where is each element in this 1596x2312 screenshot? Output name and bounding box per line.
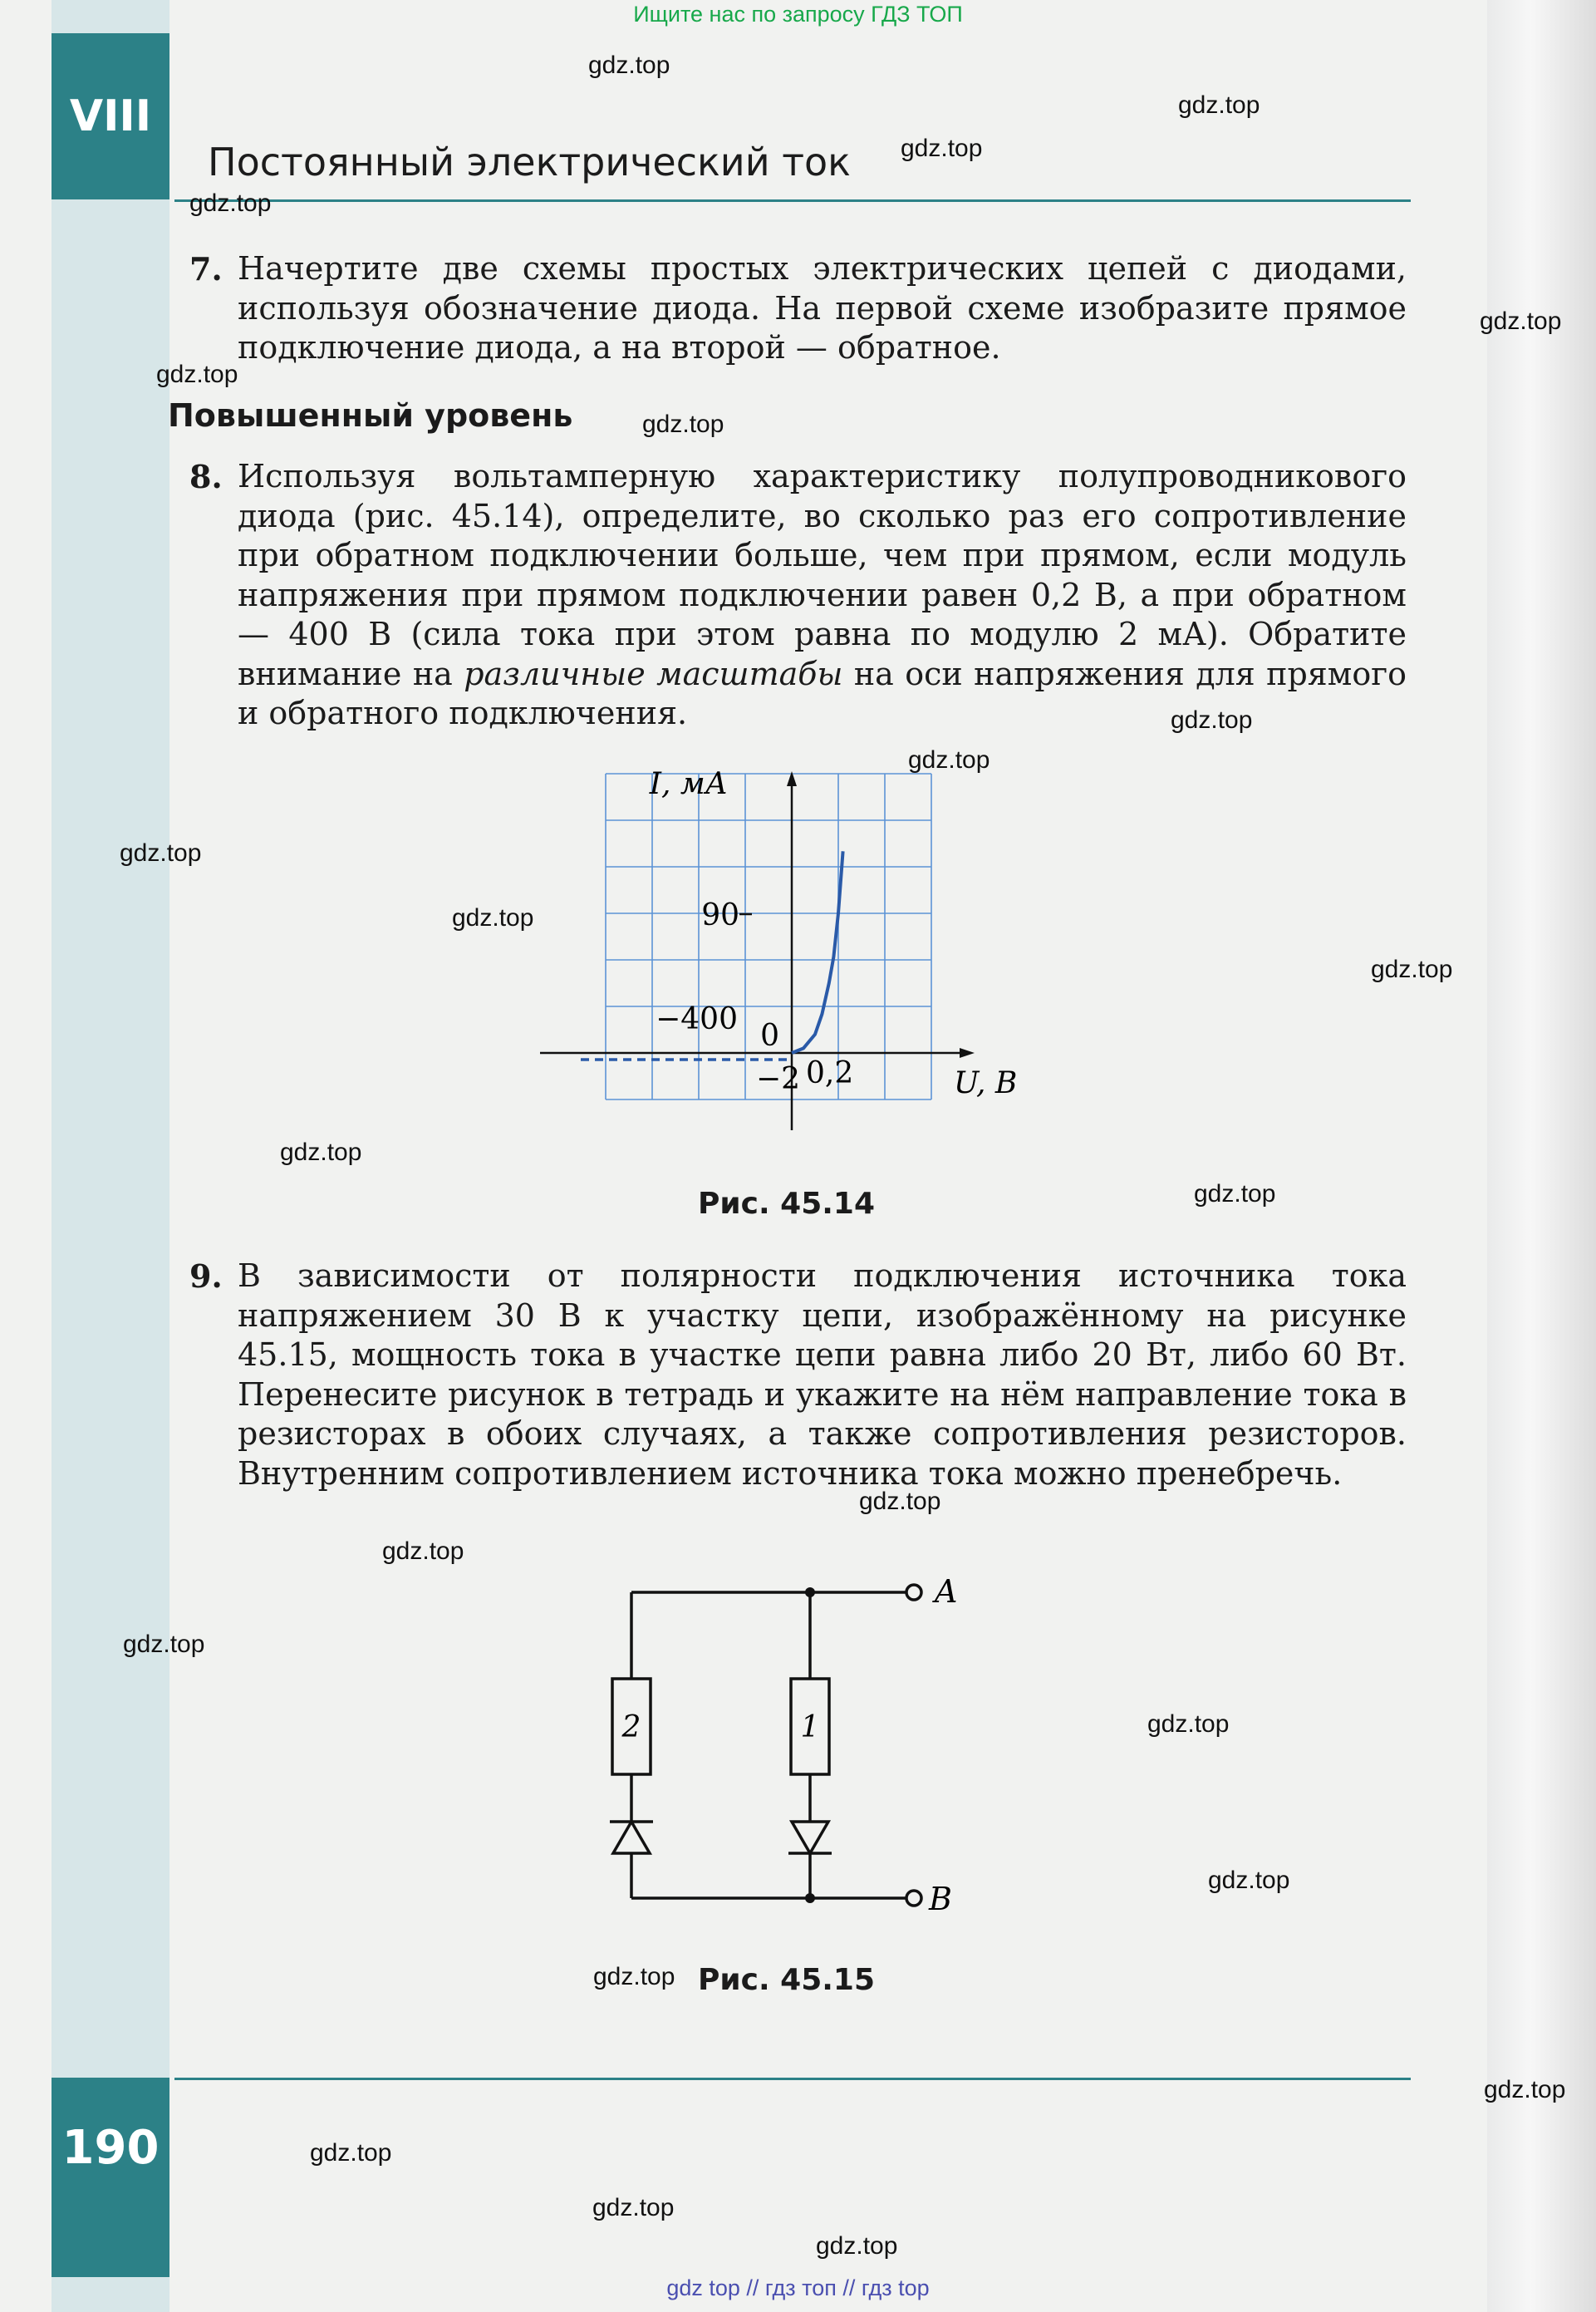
watermark: gdz.top (120, 839, 202, 867)
diode-1-triangle (792, 1822, 828, 1853)
watermark: gdz.top (1178, 91, 1260, 119)
problem-number: 8. (189, 458, 223, 495)
watermark: gdz.top (593, 1963, 675, 1990)
watermark: gdz.top (588, 52, 670, 79)
terminal-b-circle (906, 1891, 921, 1906)
watermark: gdz.top (1371, 956, 1453, 983)
watermark: gdz.top (1171, 706, 1253, 734)
figure-caption-45-14: Рис. 45.14 (698, 1187, 876, 1221)
watermark: gdz.top (1480, 307, 1562, 335)
watermark: gdz.top (280, 1139, 362, 1166)
watermark: gdz.top (310, 2139, 392, 2167)
terminal-a-label: A (935, 1573, 958, 1610)
header-rule (174, 199, 1411, 202)
watermark: gdz.top (123, 1631, 205, 1658)
u-axis-arrow (960, 1048, 975, 1058)
promo-bottom-links[interactable]: gdz top // гдз топ // гдз top (666, 2275, 930, 2300)
problem-9 (189, 1257, 1407, 1493)
watermark: gdz.top (908, 746, 990, 774)
junction-top (805, 1587, 815, 1597)
watermark: gdz.top (452, 904, 534, 932)
x-tick-label-neg400: −400 (656, 1002, 738, 1036)
watermark: gdz.top (382, 1537, 464, 1565)
problem-7 (189, 249, 1407, 368)
figure-caption-45-15: Рис. 45.15 (698, 1963, 876, 1997)
book-spine-shadow (1487, 0, 1596, 2312)
y-tick-label-90: 90 (701, 898, 739, 932)
forward-branch-curve (792, 851, 843, 1053)
watermark: gdz.top (859, 1488, 941, 1515)
x-axis-label: U, В (954, 1066, 1018, 1100)
junction-bottom (805, 1893, 815, 1903)
watermark: gdz.top (901, 135, 983, 162)
problem-text: Используя вольтамперную характеристику полупроводникового диода (рис. 45.14), определите, во сколько раз его сопротивление при обратном подключении больше, чем при прямом, если модуль напряжения при прямом подключении равен 0,2 В, а при обратном — 400 В (сила тока при этом равна по модулю 2 мА). Обратите внимание на различные масштабы на оси напряжения для прямого и обратного подключения. (238, 458, 1407, 731)
circuit-diagram (582, 1554, 1014, 1920)
problem-text: Начертите две схемы простых электрических цепей с диодами, используя обозначение диода. На первой схеме изобразите прямое подключение диода, а на второй — обратное. (238, 250, 1407, 366)
problem-text: В зависимости от полярности подключения источника тока напряжением 30 В к участку цепи, изображённому на рисунке 45.15, мощность тока в участке цепи равна либо 20 Вт, либо 60 Вт. Перенесите рисунок в тетрадь и укажите на нём направление тока в резисторах в обоих случаях, а также сопротивления резисторов. Внутренним сопротивлением источника тока можно пренебречь. (238, 1257, 1407, 1492)
watermark: gdz.top (189, 189, 272, 217)
watermark: gdz.top (642, 411, 724, 438)
section-title: Повышенный уровень (168, 397, 573, 434)
watermark: gdz.top (1147, 1710, 1230, 1738)
chapter-title: Постоянный электрический ток (208, 140, 851, 184)
watermark: gdz.top (1194, 1180, 1276, 1208)
page-margin-band (52, 0, 169, 2312)
problem-number: 9. (189, 1257, 223, 1295)
terminal-b-label: B (929, 1881, 952, 1917)
terminal-a-circle (906, 1585, 921, 1600)
origin-label: 0 (760, 1019, 779, 1053)
page-number: 190 (52, 2078, 169, 2277)
resistor-1-label: 1 (800, 1710, 820, 1744)
watermark: gdz.top (1484, 2076, 1566, 2103)
footer-rule (174, 2078, 1411, 2080)
diode-2-triangle (613, 1822, 650, 1853)
y-tick-label-neg2: −2 (756, 1062, 801, 1096)
watermark: gdz.top (816, 2232, 898, 2260)
chapter-number-tab: VIII (52, 33, 169, 199)
watermark: gdz.top (156, 361, 238, 388)
promo-top-link[interactable]: Ищите нас по запросу ГДЗ ТОП (633, 2, 963, 27)
emphasis-text: различные масштабы (464, 655, 843, 692)
resistor-2-label: 2 (621, 1710, 641, 1744)
x-tick-label-0-2: 0,2 (806, 1056, 854, 1090)
problem-8 (189, 457, 1407, 734)
problem-number: 7. (189, 250, 223, 288)
y-axis-label: I, мА (649, 767, 728, 801)
vac-chart (515, 765, 1113, 1130)
watermark: gdz.top (1208, 1867, 1290, 1894)
watermark: gdz.top (592, 2194, 675, 2221)
